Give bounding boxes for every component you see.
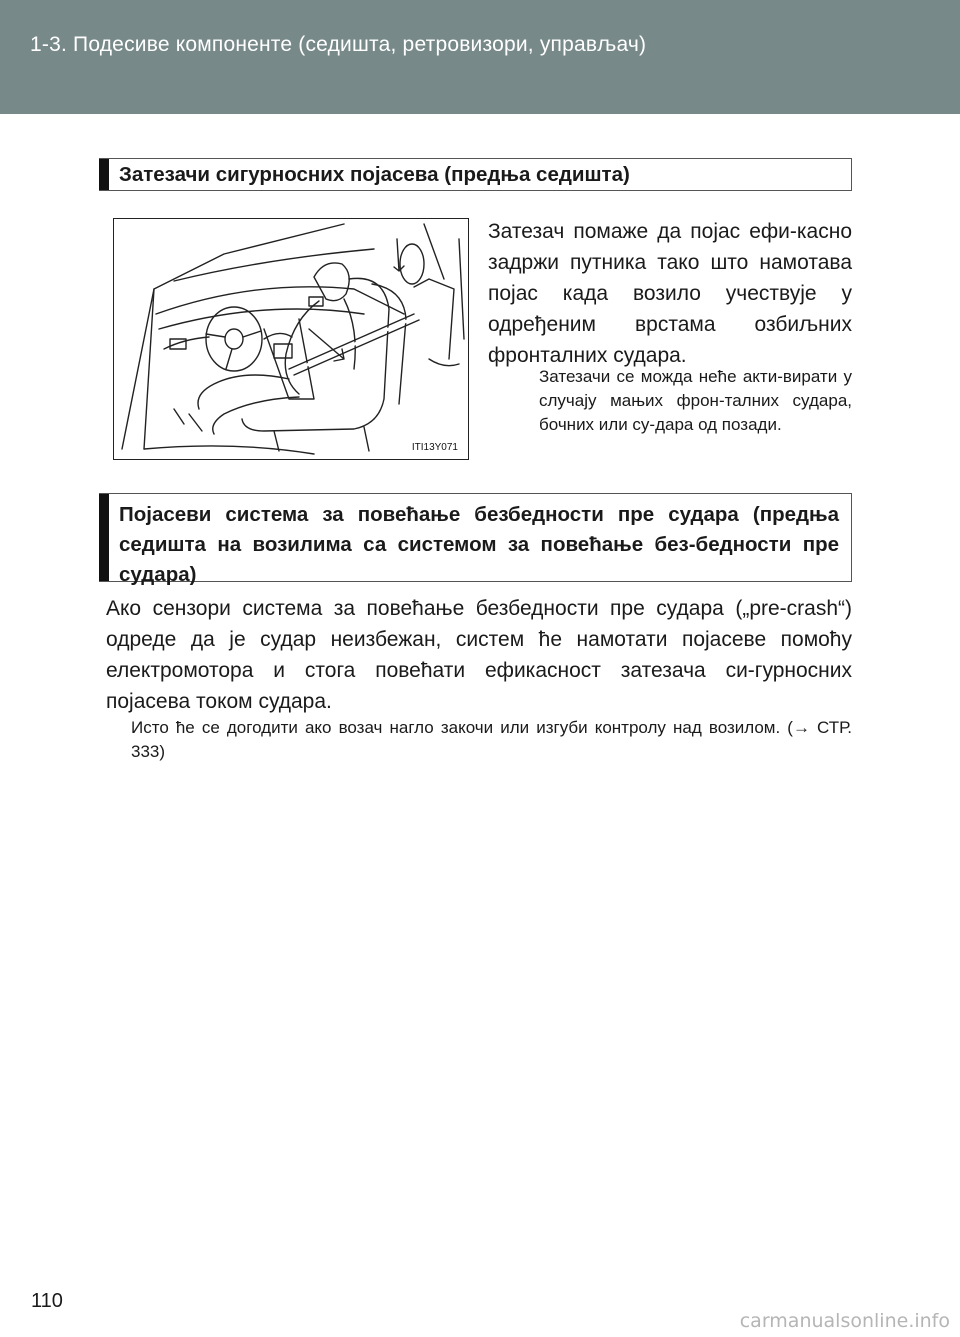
figure-code: ITI13Y071 [411,442,458,453]
car-interior-drawing [114,219,468,459]
pretensioner-illustration [113,218,469,460]
section-heading-text: Затезачи сигурносних појасева (предња седишта) [119,163,630,186]
pre-crash-description: Ако сензори система за повећање безбедности пре судара („pre-crash“) одреде да је судар неизбежан, систем ће намотати појасеве помоћу електромотора и стога повећати ефикасност затезача си-гурносних појасева током судара. [106,597,852,713]
section-heading-pretensioners [99,158,852,191]
page-number: 110 [31,1290,63,1312]
section-heading-text: Појасеви система за повећање безбедности пре судара (предња седишта на возилима са системом за повећање без-бедности пре судара) [119,503,839,586]
watermark-text: carmanualsonline.info [739,1310,950,1332]
chapter-title: 1-3. Подесиве компоненте (седишта, ретровизори, управљач) [30,33,647,56]
pretensioner-description: Затезач помаже да појас ефи-касно задржи путника тако што намотава појас када возило учествује у одређеним врстама озбиљних фронталних судара. [488,220,852,367]
header-band [0,0,960,114]
pre-crash-note: Исто ће се догодити ако возач нагло закочи или изгуби контролу над возилом. (→ СТР. 333) [131,718,852,761]
pretensioner-note: Затезачи се можда неће акти-вирати у случају мањих фрон-талних судара, бочних или су-дара од позади. [539,367,852,434]
section-heading-pre-crash-belts [99,493,852,586]
